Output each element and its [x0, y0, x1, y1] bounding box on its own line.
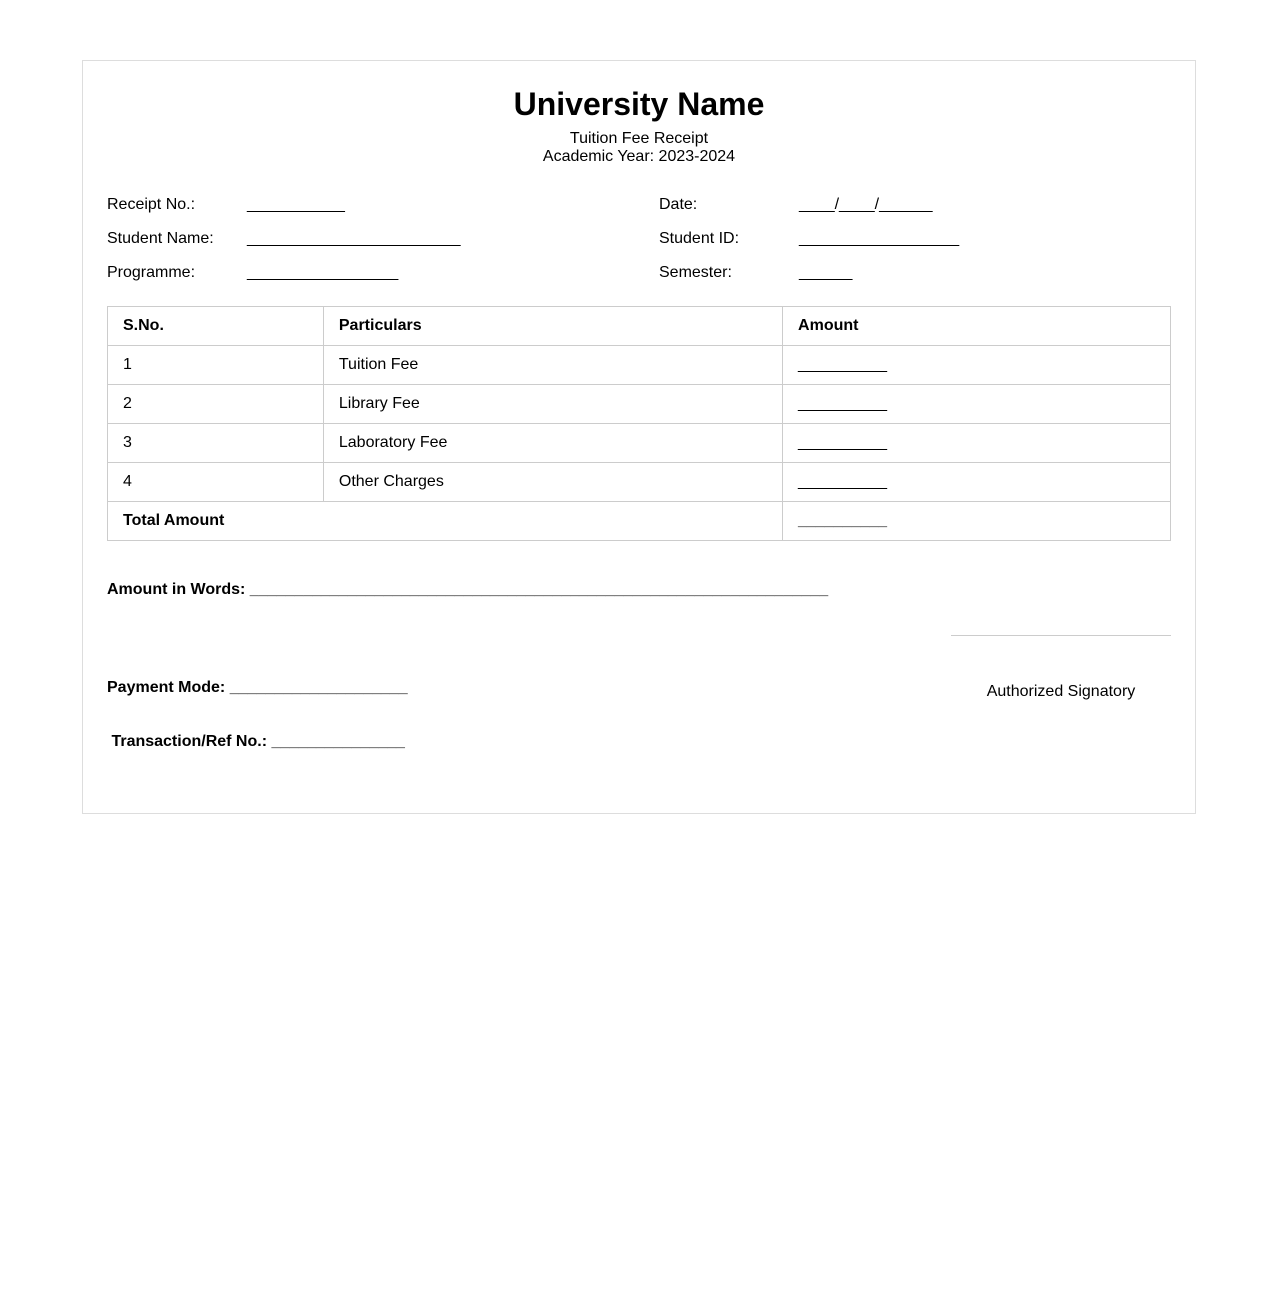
- signature-block: [951, 635, 1171, 701]
- programme-field[interactable]: _________________: [247, 264, 399, 281]
- semester-row: [659, 264, 1171, 282]
- header-amount: Amount: [783, 307, 1171, 346]
- total-label: Total Amount: [108, 502, 783, 541]
- row-particular: Laboratory Fee: [323, 424, 782, 463]
- date-label: Date:: [659, 196, 698, 213]
- receipt-type: Tuition Fee Receipt: [569, 130, 709, 147]
- row-amount-field[interactable]: __________: [783, 463, 1171, 502]
- student-id-field[interactable]: __________________: [799, 230, 960, 247]
- total-row: [108, 502, 1171, 541]
- transaction-ref-field[interactable]: Transaction/Ref No.: _______________: [107, 733, 405, 750]
- row-sno: 2: [108, 385, 324, 424]
- table-header-row: [108, 307, 1171, 346]
- student-info: [107, 196, 1171, 282]
- row-sno: 3: [108, 424, 324, 463]
- signature-line: [951, 635, 1171, 636]
- row-sno: 1: [108, 346, 324, 385]
- receipt-no-row: [107, 196, 619, 214]
- receipt-container: [82, 60, 1196, 814]
- row-particular: Library Fee: [323, 385, 782, 424]
- table-row: [108, 346, 1171, 385]
- table-row: [108, 424, 1171, 463]
- student-name-field[interactable]: ________________________: [247, 230, 461, 247]
- academic-year: Academic Year: 2023-2024: [542, 148, 736, 165]
- university-name: University Name: [513, 86, 765, 122]
- payment-details: [107, 643, 408, 787]
- table-row: [108, 385, 1171, 424]
- row-amount-field[interactable]: __________: [783, 424, 1171, 463]
- receipt-no-label: Receipt No.:: [107, 196, 196, 213]
- semester-label: Semester:: [659, 264, 732, 281]
- row-sno: 4: [108, 463, 324, 502]
- date-field[interactable]: ____/____/______: [799, 196, 933, 213]
- student-id-row: [659, 230, 1171, 248]
- student-name-row: [107, 230, 619, 248]
- student-name-label: Student Name:: [107, 230, 214, 247]
- programme-row: [107, 264, 619, 282]
- date-row: [659, 196, 1171, 214]
- authorized-signatory-label: Authorized Signatory: [986, 683, 1136, 700]
- student-id-label: Student ID:: [659, 230, 740, 247]
- payment-mode-field[interactable]: Payment Mode: ____________________: [107, 679, 408, 696]
- receipt-footer: [107, 635, 1171, 787]
- row-particular: Other Charges: [323, 463, 782, 502]
- semester-field[interactable]: ______: [799, 264, 853, 281]
- fees-table: [107, 306, 1171, 541]
- header-sno: S.No.: [108, 307, 324, 346]
- total-amount-field[interactable]: __________: [783, 502, 1171, 541]
- amount-in-words-field[interactable]: Amount in Words: _________________________________________________________________: [107, 581, 829, 598]
- header-particulars: Particulars: [323, 307, 782, 346]
- table-row: [108, 463, 1171, 502]
- row-particular: Tuition Fee: [323, 346, 782, 385]
- receipt-no-field[interactable]: ___________: [247, 196, 345, 213]
- row-amount-field[interactable]: __________: [783, 385, 1171, 424]
- programme-label: Programme:: [107, 264, 196, 281]
- receipt-header: [107, 85, 1171, 166]
- receipt-subtitle: [107, 130, 1171, 166]
- row-amount-field[interactable]: __________: [783, 346, 1171, 385]
